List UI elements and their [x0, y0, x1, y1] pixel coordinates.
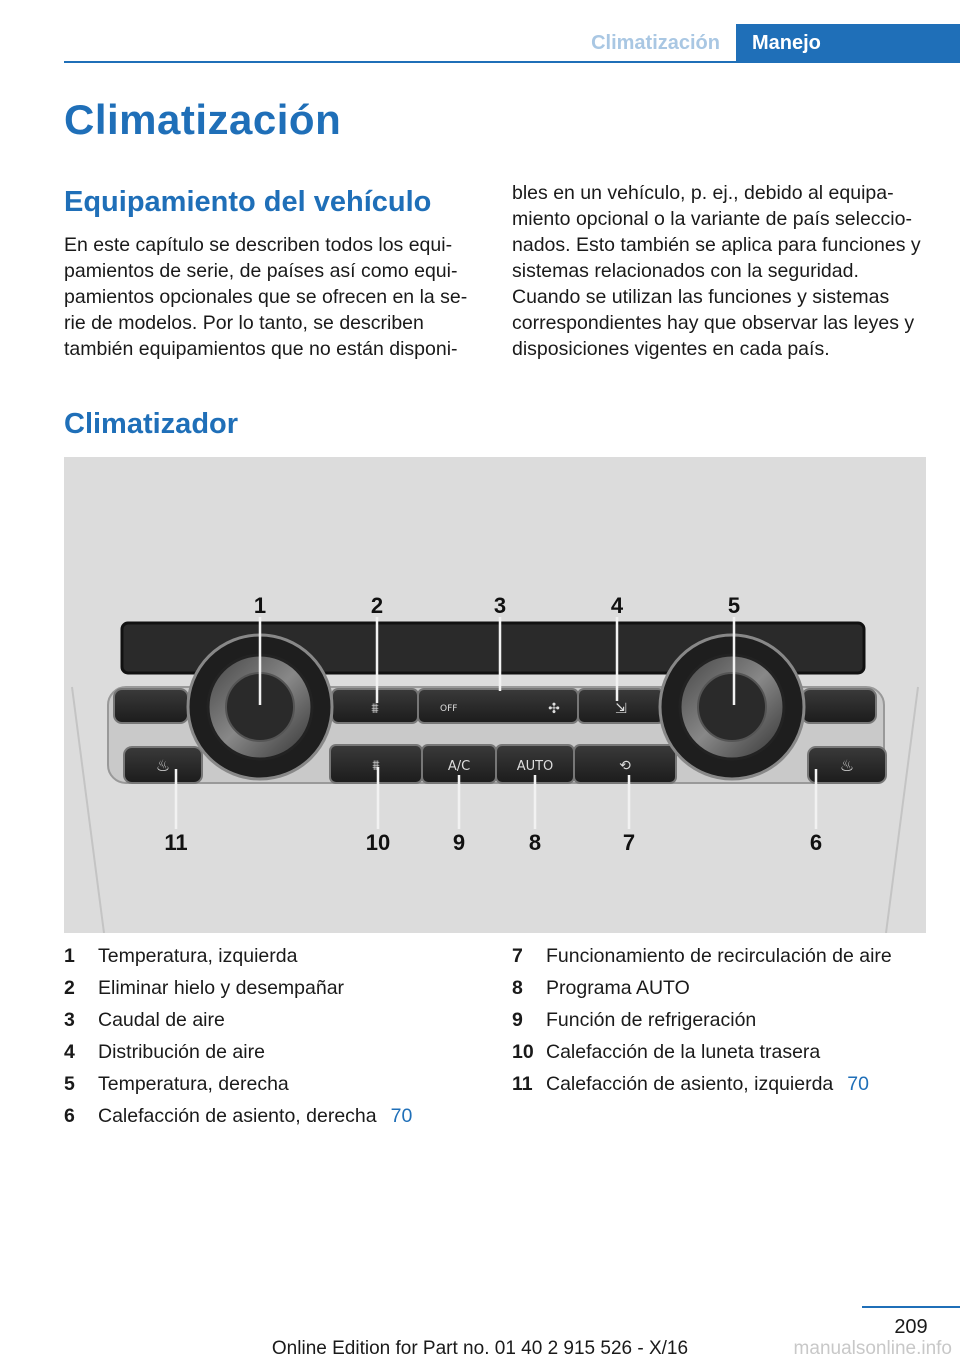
callout-5: 5	[727, 593, 741, 618]
chapter-tab[interactable]: Manejo	[736, 24, 960, 62]
text-line: sistemas relacionados con la seguridad.	[512, 260, 859, 282]
climate-panel-figure	[64, 457, 926, 933]
legend-number: 3	[64, 1009, 75, 1031]
text-line: En este capítulo se describen todos los equi-	[64, 234, 453, 256]
footer-rule	[862, 1306, 960, 1308]
svg-text:⩩: ⩩	[371, 701, 379, 717]
text-line: también equipamientos que no están disponi-	[64, 338, 458, 360]
callout-2: 2	[370, 593, 384, 618]
legend-text: Programa AUTO	[546, 977, 690, 999]
legend-label: Calefacción de asiento, derecha	[98, 1105, 377, 1127]
legend-text: Temperatura, derecha	[98, 1073, 289, 1095]
svg-text:♨: ♨	[839, 756, 855, 775]
list-item	[64, 944, 494, 976]
text-line: pamientos de serie, de países así como equi-	[64, 260, 458, 282]
legend-number: 9	[512, 1009, 523, 1031]
text-line: nados. Esto también se aplica para funciones y	[512, 234, 921, 256]
header-rule	[64, 61, 960, 63]
text-line: pamientos opcionales que se ofrecen en la se-	[64, 286, 468, 308]
callout-8: 8	[528, 830, 542, 855]
callout-3: 3	[493, 593, 507, 618]
legend-number: 10	[512, 1041, 534, 1063]
legend-number: 1	[64, 945, 75, 967]
legend-right	[512, 944, 952, 1104]
legend-left	[64, 944, 494, 1136]
svg-text:⇲: ⇲	[615, 701, 627, 717]
section-tab[interactable]: Climatización	[591, 32, 720, 54]
callout-4: 4	[610, 593, 624, 618]
legend-label: Calefacción de asiento, izquierda	[546, 1073, 834, 1095]
legend-text: Funcionamiento de recirculación de aire	[546, 945, 892, 967]
auto-label: AUTO	[516, 759, 554, 774]
legend-text: Caudal de aire	[98, 1009, 225, 1031]
climatizador-heading: Climatizador	[64, 408, 239, 440]
list-item	[512, 1072, 952, 1104]
footer-edition: Online Edition for Part no. 01 40 2 915 526 - X/16	[271, 1338, 689, 1359]
text-line: disposiciones vigentes en cada país.	[512, 338, 830, 360]
legend-text: Función de refrigeración	[546, 1009, 757, 1031]
text-line: rie de modelos. Por lo tanto, se describen	[64, 312, 424, 334]
text-line: Cuando se utilizan las funciones y sistemas	[512, 286, 890, 308]
list-item	[64, 1040, 494, 1072]
legend-number: 2	[64, 977, 75, 999]
callout-1: 1	[253, 593, 267, 618]
legend-text: Eliminar hielo y desempañar	[98, 977, 345, 999]
legend-number: 5	[64, 1073, 75, 1095]
list-item	[512, 976, 952, 1008]
callout-9: 9	[452, 830, 466, 855]
header-tabs	[0, 24, 960, 62]
list-item	[64, 1072, 494, 1104]
list-item	[512, 1040, 952, 1072]
svg-text:✣: ✣	[548, 701, 560, 717]
legend-text: Distribución de aire	[98, 1041, 265, 1063]
off-label: OFF	[440, 704, 458, 714]
legend-text	[98, 1104, 412, 1128]
equipment-text-right	[512, 180, 952, 362]
legend-number: 7	[512, 945, 523, 967]
ac-label: A/C	[447, 759, 471, 774]
legend-number: 8	[512, 977, 523, 999]
svg-text:⟲: ⟲	[619, 758, 631, 774]
legend-text: Temperatura, izquierda	[98, 945, 298, 967]
climate-panel-illustration	[64, 457, 926, 933]
legend-text: Calefacción de la luneta trasera	[546, 1041, 821, 1063]
text-line: miento opcional o la variante de país seleccio-	[512, 208, 912, 230]
callout-11: 11	[164, 830, 188, 855]
legend-number: 6	[64, 1105, 75, 1127]
page-title: Climatización	[64, 96, 342, 143]
page-reference-link[interactable]: 70	[390, 1105, 413, 1127]
text-line: bles en un vehículo, p. ej., debido al equipa-	[512, 182, 894, 204]
callout-7: 7	[622, 830, 636, 855]
list-item	[64, 976, 494, 1008]
list-item	[512, 1008, 952, 1040]
svg-text:♨: ♨	[155, 756, 171, 775]
list-item	[64, 1008, 494, 1040]
callout-6: 6	[809, 830, 823, 855]
callout-10: 10	[365, 830, 391, 855]
watermark: manualsonline.info	[793, 1338, 952, 1359]
legend-number: 11	[512, 1073, 533, 1095]
page-number: 209	[894, 1316, 928, 1338]
legend-text	[546, 1072, 869, 1096]
equipment-text-left	[64, 232, 484, 362]
legend-number: 4	[64, 1041, 75, 1063]
svg-text:⩩: ⩩	[372, 758, 380, 774]
text-line: correspondientes hay que observar las leyes y	[512, 312, 915, 334]
equipment-heading: Equipamiento del vehículo	[64, 186, 432, 218]
page-reference-link[interactable]: 70	[847, 1073, 869, 1095]
list-item	[512, 944, 952, 976]
list-item	[64, 1104, 494, 1136]
